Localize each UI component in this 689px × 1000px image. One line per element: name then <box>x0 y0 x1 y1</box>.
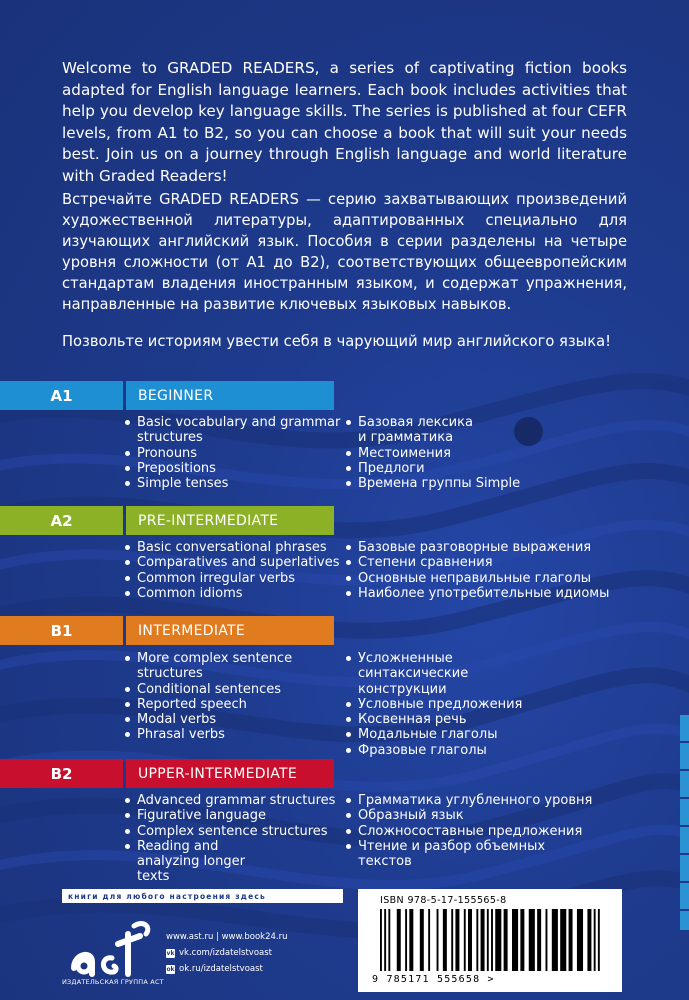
level-bar-a1 <box>0 381 334 410</box>
publisher-links <box>166 929 288 977</box>
level-name: BEGINNER <box>126 381 334 410</box>
intro-russian-closing: Позвольте историям увести себя в чарующий мир английского языка! <box>62 333 612 350</box>
list-item: Косвенная речь <box>345 712 545 727</box>
publisher-logo <box>62 914 162 980</box>
level-bar-b2 <box>0 759 334 788</box>
websites-link[interactable]: www.ast.ru | www.book24.ru <box>166 932 288 942</box>
level-code: B1 <box>0 616 123 645</box>
list-item: Basic vocabulary and grammar structures <box>124 415 344 446</box>
list-item: Условные предложения <box>345 697 545 712</box>
list-item: Complex sentence structures <box>124 824 339 839</box>
list-item: Simple tenses <box>124 476 344 491</box>
level-code: A2 <box>0 506 123 535</box>
list-item: Времена группы Simple <box>345 476 485 491</box>
barcode-bar <box>546 909 548 971</box>
barcode-bar <box>594 909 596 971</box>
isbn-label: ISBN 978-5-17-155565-8 <box>380 895 507 906</box>
barcode-bar <box>397 909 401 971</box>
barcode-bar <box>405 909 407 971</box>
vk-row <box>166 945 288 961</box>
level-name: UPPER-INTERMEDIATE <box>126 759 334 788</box>
level-name: PRE-INTERMEDIATE <box>126 506 334 535</box>
list-item: Reported speech <box>124 697 304 712</box>
barcode-bar <box>384 909 386 971</box>
list-item: Модальные глаголы <box>345 727 545 742</box>
barcode-bar <box>552 909 558 971</box>
list-item: Figurative language <box>124 808 339 823</box>
list-item: Базовая лексика и грамматика <box>345 415 485 446</box>
list-item: Образный язык <box>345 808 605 823</box>
level-code: A1 <box>0 381 123 410</box>
publisher-tagline: книги для любого настроения здесь <box>62 889 343 903</box>
barcode-bar <box>380 909 382 971</box>
list-item: Reading and analyzing longer texts <box>124 839 267 885</box>
ast-logo-icon <box>74 924 148 974</box>
barcode-bar <box>455 909 459 971</box>
list-item: Phrasal verbs <box>124 727 304 742</box>
intro-russian: Встречайте GRADED READERS — серию захватывающих произведений художественной литературы, адаптированных специально для изучающих английский язык. Пособия в серии разделены на четыре уровня сложности (от A1 до B2), соответствующих общеевропейским стандартам владения иностранным языком, и содержат упражнения, направленные на развитие ключевых языковых навыков. <box>62 191 627 313</box>
barcode-bar <box>529 909 535 971</box>
vk-icon: vk <box>166 949 175 957</box>
vk-link[interactable]: vk.com/izdatelstvoast <box>179 948 272 958</box>
level-a1-russian-list <box>345 415 521 492</box>
level-code: B2 <box>0 759 123 788</box>
list-item: Основные неправильные глаголы <box>345 571 630 586</box>
barcode-bar <box>504 909 508 971</box>
barcode-bar <box>464 909 466 971</box>
list-item: Местоимения <box>345 446 485 461</box>
barcode-bar <box>560 909 566 971</box>
barcode-bar <box>409 909 413 971</box>
barcode-number: 9 785171 555658 > <box>372 974 495 985</box>
list-item: Наиболее употребительные идиомы <box>345 586 630 601</box>
publisher-caption: ИЗДАТЕЛЬСКАЯ ГРУППА АСТ <box>62 978 164 986</box>
barcode-bar <box>598 909 600 971</box>
barcode-bar <box>468 909 472 971</box>
list-item: Common idioms <box>124 586 344 601</box>
ok-icon: ok <box>166 965 175 973</box>
list-item: More complex sentence structures <box>124 651 304 682</box>
level-a2-russian-list <box>345 540 630 601</box>
list-item: Comparatives and superlatives <box>124 555 344 570</box>
list-item: Усложненные синтаксические конструкции <box>345 651 545 697</box>
list-item: Advanced grammar structures <box>124 793 339 808</box>
barcode-bar <box>420 909 424 971</box>
level-a2-english-list <box>124 540 344 601</box>
websites-row <box>166 929 288 945</box>
list-item: Сложносоставные предложения <box>345 824 605 839</box>
barcode-bar <box>481 909 485 971</box>
level-name: INTERMEDIATE <box>126 616 334 645</box>
list-item: Basic conversational phrases <box>124 540 344 555</box>
level-bar-a2 <box>0 506 334 535</box>
list-item: Степени сравнения <box>345 555 630 570</box>
list-item: Чтение и разбор объемных текстов <box>345 839 558 870</box>
barcode-bar <box>443 909 447 971</box>
barcode-bar <box>537 909 541 971</box>
level-bar-b1 <box>0 616 334 645</box>
list-item: Pronouns <box>124 446 344 461</box>
barcode-bar <box>388 909 390 971</box>
barcode-bar <box>437 909 439 971</box>
level-b2-english-list <box>124 793 339 885</box>
list-item: Modal verbs <box>124 712 304 727</box>
barcode-bar <box>428 909 430 971</box>
barcode-bar <box>487 909 489 971</box>
barcode-graphic <box>380 909 600 973</box>
list-item: Предлоги <box>345 461 485 476</box>
barcode-bar <box>495 909 501 971</box>
barcode-bar <box>476 909 478 971</box>
level-b2-russian-list <box>345 793 605 869</box>
barcode-bar <box>569 909 573 971</box>
ok-link[interactable]: ok.ru/izdatelstvoast <box>179 964 263 974</box>
list-item: Prepositions <box>124 461 344 476</box>
barcode-bar <box>587 909 591 971</box>
barcode-bar <box>451 909 453 971</box>
list-item: Грамматика углубленного уровня <box>345 793 605 808</box>
list-item: Common irregular verbs <box>124 571 344 586</box>
ok-row <box>166 961 288 977</box>
intro-english: Welcome to GRADED READERS, a series of captivating fiction books adapted for English language learners. Each book includes activities that help you develop key language skills. The series is published at four CEFR levels, from A1 to B2, so you can choose a book that will suit your needs best. Join us on a journey through English language and world literature with Graded Readers! <box>62 59 627 185</box>
level-b1-russian-list <box>345 651 545 758</box>
level-a1-english-list <box>124 415 344 491</box>
barcode-bar <box>512 909 518 971</box>
barcode-bar <box>491 909 493 971</box>
list-item: Conditional sentences <box>124 682 304 697</box>
barcode-bar <box>577 909 583 971</box>
list-item: Базовые разговорные выражения <box>345 540 630 555</box>
isbn-barcode-box <box>358 889 622 992</box>
level-b1-english-list <box>124 651 304 743</box>
barcode-bar <box>520 909 524 971</box>
list-item: Фразовые глаголы <box>345 743 545 758</box>
